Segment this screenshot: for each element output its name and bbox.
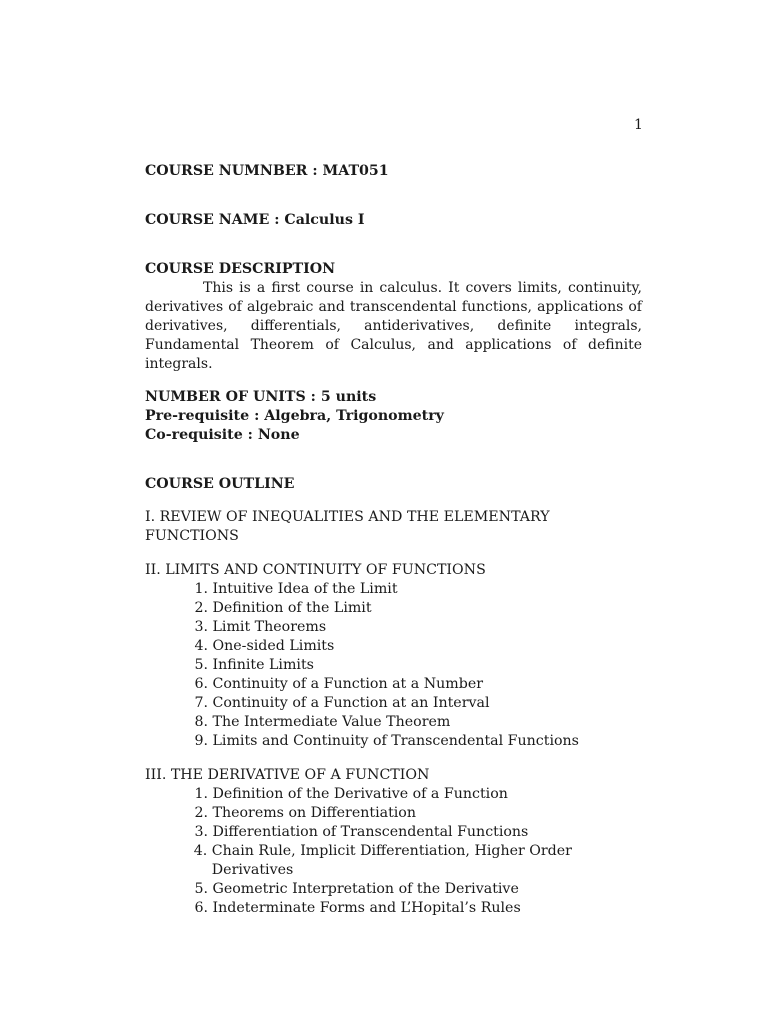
list-item-number: 9. (194, 733, 208, 749)
list-item-text: Limits and Continuity of Transcendental Functions (212, 733, 579, 749)
list-item (188, 656, 642, 675)
page-content (145, 162, 642, 918)
list-item-number: 2. (194, 600, 208, 616)
list-item-text: Geometric Interpretation of the Derivative (212, 881, 519, 897)
list-item (188, 899, 642, 918)
list-item-text: Continuity of a Function at an Interval (212, 695, 490, 711)
list-item (188, 618, 642, 637)
list-item-number: 1. (194, 581, 208, 597)
list-item-number: 8. (194, 714, 208, 730)
list-item-text: Infinite Limits (212, 657, 314, 673)
course-outline-sections (145, 494, 642, 918)
outline-section-title: I. REVIEW OF INEQUALITIES AND THE ELEMENTARY FUNCTIONS (145, 509, 550, 544)
course-description-text: This is a first course in calculus. It covers limits, continuity, derivatives of algebraic and transcendental functions, applications of derivatives, differentials, antiderivatives, definite integrals, Fundamental Theorem of Calculus, and applications of definite integrals. (145, 280, 642, 372)
outline-section-list (145, 580, 642, 751)
list-item (188, 732, 642, 751)
outline-section-title: II. LIMITS AND CONTINUITY OF FUNCTIONS (145, 562, 486, 578)
prerequisite: Pre-requisite : Algebra, Trigonometry (145, 408, 444, 424)
number-of-units: NUMBER OF UNITS : 5 units (145, 389, 377, 405)
list-item-number: 3. (194, 824, 208, 840)
list-item (188, 599, 642, 618)
list-item-number: 4. (194, 638, 208, 654)
list-item-text: Intuitive Idea of the Limit (212, 581, 398, 597)
course-name: COURSE NAME : Calculus I (145, 212, 365, 228)
list-item (188, 637, 642, 656)
list-item-text: One-sided Limits (212, 638, 335, 654)
list-item (188, 823, 642, 842)
list-item-number: 1. (194, 786, 208, 802)
list-item-number: 7. (194, 695, 208, 711)
list-item-text: The Intermediate Value Theorem (212, 714, 451, 730)
list-item-text: Definition of the Derivative of a Function (212, 786, 508, 802)
list-item (188, 675, 642, 694)
list-item-number: 6. (194, 900, 208, 916)
list-item (188, 785, 642, 804)
list-item-text: Indeterminate Forms and L’Hopital’s Rules (212, 900, 521, 916)
list-item (188, 880, 642, 899)
list-item-number: 4. (193, 843, 208, 859)
list-item-text: Continuity of a Function at a Number (212, 676, 483, 692)
list-item-text: Limit Theorems (212, 619, 327, 635)
list-item-number: 3. (194, 619, 208, 635)
course-description-heading: COURSE DESCRIPTION (145, 261, 336, 277)
list-item (188, 580, 642, 599)
list-item (188, 842, 642, 880)
list-item-number: 2. (194, 805, 208, 821)
list-item-number: 5. (194, 881, 208, 897)
page-number: 1 (634, 117, 643, 133)
outline-section-title: III. THE DERIVATIVE OF A FUNCTION (145, 767, 430, 783)
outline-section-list (145, 785, 642, 918)
list-item-text: Differentiation of Transcendental Functions (212, 824, 529, 840)
corequisite: Co-requisite : None (145, 427, 300, 443)
list-item (188, 804, 642, 823)
list-item-text: Chain Rule, Implicit Differentiation, Higher Order Derivatives (211, 843, 572, 878)
course-outline-heading: COURSE OUTLINE (145, 476, 295, 492)
list-item-number: 6. (194, 676, 208, 692)
list-item (188, 713, 642, 732)
list-item-text: Theorems on Differentiation (212, 805, 416, 821)
list-item (188, 694, 642, 713)
course-number: COURSE NUMNBER : MAT051 (145, 163, 389, 179)
list-item-text: Definition of the Limit (212, 600, 372, 616)
list-item-number: 5. (194, 657, 208, 673)
